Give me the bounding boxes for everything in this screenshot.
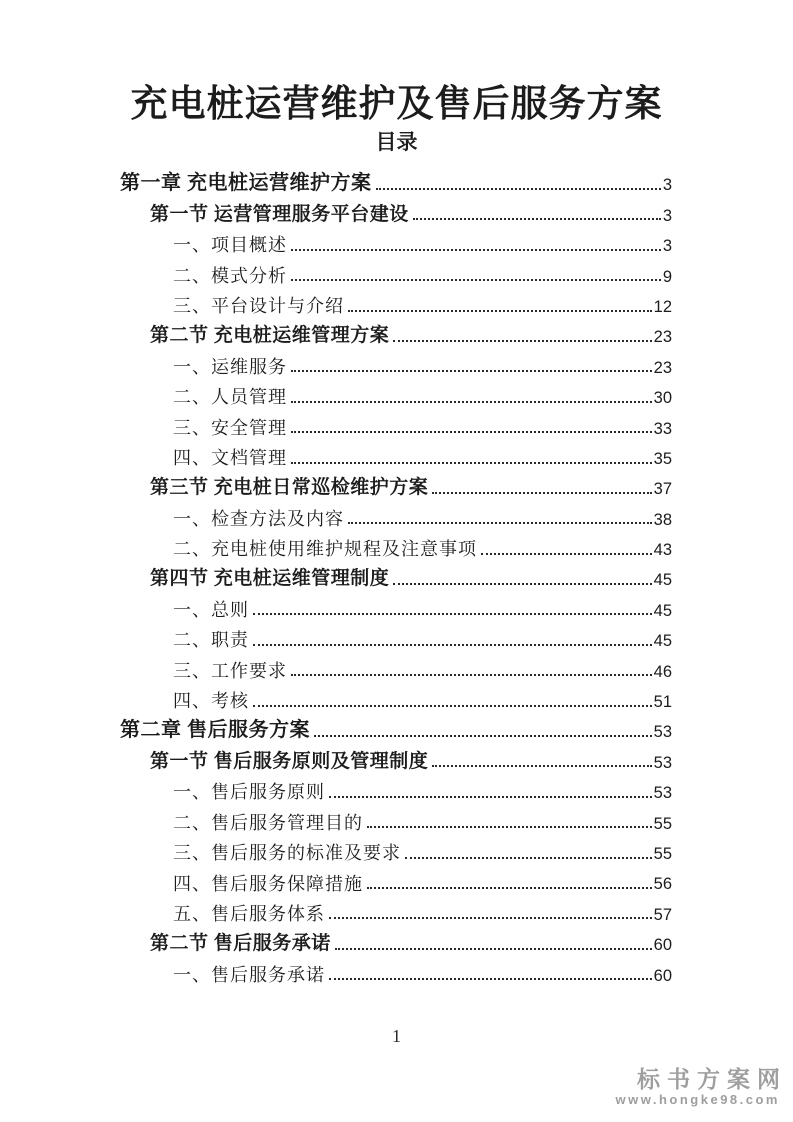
toc-entry-page: 60 [653,936,672,955]
toc-entry-label: 三、工作要求 [173,660,287,681]
toc-entry-leader [329,796,652,798]
toc-entry[interactable] [173,257,672,287]
toc-entry-leader [413,218,661,220]
toc-entry-page: 55 [653,844,672,863]
toc-entry-leader [348,310,652,312]
toc-entry-label: 第四节 充电桩运维管理制度 [150,568,390,590]
toc-entry[interactable] [173,682,672,712]
toc-entry-label: 第三节 充电桩日常巡检维护方案 [150,477,429,499]
toc-entry-label: 一、总则 [173,599,249,620]
toc-entry-page: 45 [653,632,672,651]
toc-entry-page: 35 [653,449,672,468]
toc-entry-leader [376,188,661,190]
toc-entry-leader [291,249,661,251]
toc-entry-leader [314,735,652,737]
toc-entry-leader [335,948,652,950]
toc-entry-page: 45 [653,571,672,590]
toc-entry-leader [481,553,652,555]
page-number: 1 [392,1026,401,1046]
toc-entry[interactable] [173,378,672,408]
toc-entry-label: 第一章 充电桩运营维护方案 [120,172,372,195]
toc-entry-leader [291,401,652,403]
toc-entry[interactable] [173,865,672,895]
toc-entry-page: 37 [653,480,672,499]
toc-entry[interactable] [173,621,672,651]
toc-entry-page: 3 [662,206,672,225]
toc-entry[interactable] [173,804,672,834]
toc-entry-page: 56 [653,875,672,894]
toc-entry-leader [393,340,651,342]
toc-entry-leader [291,279,661,281]
toc-entry-page: 51 [653,693,672,712]
toc-entry-label: 第二章 售后服务方案 [120,719,310,742]
toc-entry-label: 第一节 运营管理服务平台建设 [150,203,409,225]
toc-entry[interactable] [173,348,672,378]
toc-entry-page: 53 [653,723,672,742]
toc-entry-page: 46 [653,662,672,681]
toc-entry-label: 四、考核 [173,691,249,712]
toc-entry-label: 三、售后服务的标准及要求 [173,843,401,864]
toc-entry-label: 四、文档管理 [173,448,287,469]
toc-entry[interactable] [173,287,672,317]
toc-entry[interactable] [173,773,672,803]
toc-entry[interactable] [173,500,672,530]
toc-entry-label: 二、充电桩使用维护规程及注意事项 [173,539,477,560]
toc-entry[interactable] [173,409,672,439]
toc-entry-label: 二、售后服务管理目的 [173,812,363,833]
toc-entry-leader [291,370,652,372]
toc-entry[interactable] [150,196,672,226]
toc-entry[interactable] [173,652,672,682]
toc-entry-label: 四、售后服务保障措施 [173,873,363,894]
toc-list [120,166,672,987]
toc-entry-label: 一、运维服务 [173,356,287,377]
toc-entry-leader [291,431,652,433]
toc-entry-page: 57 [653,905,672,924]
toc-heading: 目录 [375,130,418,155]
toc-entry-leader [405,857,652,859]
toc-entry[interactable] [120,713,672,743]
toc-entry-page: 23 [653,358,672,377]
toc-entry-leader [367,826,652,828]
toc-entry-page: 60 [653,966,672,985]
toc-entry-page: 33 [653,419,672,438]
toc-entry[interactable] [150,470,672,500]
toc-entry-leader [329,917,652,919]
watermark-site-url: www.hongke98.com [615,1092,780,1108]
toc-entry[interactable] [173,834,672,864]
toc-entry-page: 3 [662,237,672,256]
toc-entry-page: 12 [653,297,672,316]
toc-entry-page: 45 [653,601,672,620]
toc-entry-page: 43 [653,541,672,560]
toc-entry-leader [291,462,652,464]
toc-entry-leader [348,522,652,524]
toc-entry-leader [253,705,652,707]
toc-entry-leader [291,674,652,676]
toc-entry-label: 二、模式分析 [173,265,287,286]
toc-entry-leader [393,583,651,585]
toc-entry-label: 一、检查方法及内容 [173,508,344,529]
toc-entry[interactable] [173,439,672,469]
watermark-site-name: 标书方案网 [637,1066,787,1092]
document-title: 充电桩运营维护及售后服务方案 [130,84,663,125]
toc-entry-label: 二、人员管理 [173,387,287,408]
toc-entry[interactable] [120,166,672,196]
toc-entry-label: 第二节 售后服务承诺 [150,933,331,955]
toc-entry-page: 23 [653,328,672,347]
toc-entry-page: 53 [653,753,672,772]
toc-entry-leader [253,613,652,615]
watermark [615,1066,787,1108]
toc-entry-label: 三、平台设计与介绍 [173,296,344,317]
toc-entry[interactable] [150,561,672,591]
toc-entry-page: 55 [653,814,672,833]
toc-entry-page: 3 [662,176,672,195]
toc-entry-label: 五、售后服务体系 [173,903,325,924]
toc-entry-leader [432,492,651,494]
toc-entry-page: 53 [653,784,672,803]
toc-entry-label: 一、项目概述 [173,235,287,256]
toc-entry[interactable] [150,743,672,773]
toc-entry[interactable] [173,530,672,560]
toc-entry-label: 第一节 售后服务原则及管理制度 [150,750,429,772]
toc-entry-page: 30 [653,389,672,408]
toc-entry[interactable] [150,318,672,348]
toc-entry[interactable] [173,591,672,621]
toc-entry-label: 二、职责 [173,630,249,651]
toc-entry[interactable] [173,895,672,925]
toc-entry[interactable] [150,925,672,955]
toc-entry[interactable] [173,226,672,256]
toc-entry-page: 9 [662,267,672,286]
toc-entry-label: 第二节 充电桩运维管理方案 [150,325,390,347]
toc-entry-label: 一、售后服务原则 [173,782,325,803]
toc-entry-label: 一、售后服务承诺 [173,964,325,985]
toc-entry-leader [432,765,651,767]
toc-entry[interactable] [173,956,672,986]
toc-entry-leader [367,887,652,889]
toc-entry-leader [329,978,652,980]
toc-entry-leader [253,644,652,646]
toc-entry-label: 三、安全管理 [173,417,287,438]
toc-entry-page: 38 [653,510,672,529]
